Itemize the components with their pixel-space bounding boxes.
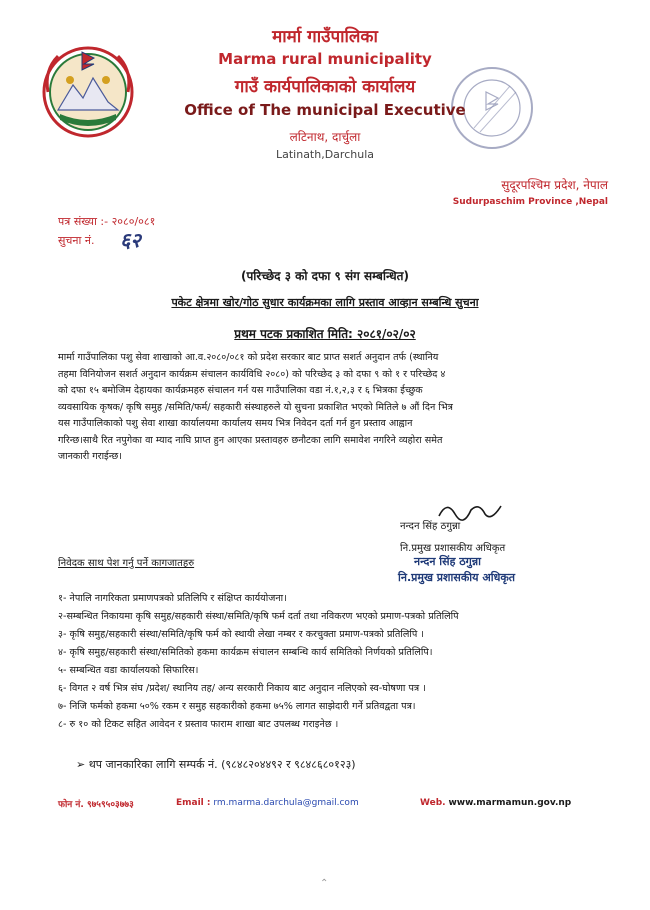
section-reference-title: (परिच्छेद ३ को दफा ९ संग सम्बन्धित) [241, 269, 409, 283]
list-item: ४- कृषि समुह/सहकारी संस्था/समितिको हकमा कार्यक्रम संचालन सम्बन्धि कार्य समितिको निर्णयको प्रतिलिपि। [58, 647, 433, 658]
list-item: २-सम्बन्धित निकायमा कृषि समुह/सहकारी संस्था/समिति/कृषि फर्म दर्ता तथा नविकरण भएको प्रमाण-पत्रको प्रतिलिपि [58, 611, 459, 622]
stamp-title: नि.प्रमुख प्रशासकीय अधिकृत [398, 571, 516, 584]
notice-body [58, 350, 588, 466]
list-item: १- नेपालि नागरिकता प्रमाणपत्रको प्रतिलिपि र संक्षिप्त कार्ययोजना। [58, 593, 287, 604]
signatory-name: नन्दन सिंह ठगुन्ना [400, 521, 461, 532]
footer-phone: फोन नं. ९७५९५०३७७३ [58, 800, 134, 810]
notice-number: ६२ [120, 228, 141, 252]
web-label: Web. [420, 798, 446, 808]
body-line: यस गाउँपालिकाको पशु सेवा शाखा कार्यालयमा कार्यालय समय भित्र निवेदन दर्ता गर्न हुन प्रस्ताव आह्वान [58, 418, 413, 429]
contact-line: ➢ थप जानकारिका लागि सम्पर्क नं. (९८४८२०४४९२ र ९८४८६८०१२३) [76, 758, 356, 771]
list-item: ३- कृषि समुह/सहकारी संस्था/समिति/कृषि फर्म को स्थायी लेखा नम्बर र करचुक्ता प्रमाण-पत्रको प्रतिलिपि । [58, 629, 424, 640]
notice-label: सुचना नं. [58, 234, 95, 247]
body-line: तहमा विनियोजन सशर्त अनुदान कार्यक्रम संचालन कार्यविधि २०८०) को परिच्छेद ३ को दफा ९ को १ र परिच्छेद ४ [58, 368, 446, 380]
address-nepali: लटिनाथ, दार्चुला [289, 130, 361, 144]
office-name-nepali: गाउँ कार्यपालिकाको कार्यालय [234, 77, 416, 97]
province-nepali: सुदूरपश्चिम प्रदेश, नेपाल [501, 178, 608, 192]
office-name-english: Office of The municipal Executive [184, 101, 466, 119]
letter-number: पत्र संख्या :- २०८०/०८१ [58, 215, 156, 228]
body-line: जानकारी गराईन्छ। [58, 451, 122, 462]
stamp-name: नन्दन सिंह ठगुन्ना [414, 555, 481, 568]
list-item: ८- रु १० को टिकट सहित आवेदन र प्रस्ताव फाराम शाखा बाट उपलब्ध गराइनेछ । [58, 719, 339, 730]
documents-title: निवेदक साथ पेश गर्नु पर्ने कागजातहरु [58, 558, 195, 569]
email-link[interactable]: rm.marma.darchula@gmail.com [213, 798, 359, 808]
municipality-name-nepali: मार्मा गाउँपालिका [272, 27, 378, 47]
footer-web [420, 798, 571, 808]
signatory-title: नि.प्रमुख प्रशासकीय अधिकृत [400, 543, 506, 554]
notice-subject-title: पकेट क्षेत्रमा खोर/गोठ सुधार कार्यक्रमका लागि प्रस्ताव आव्हान सम्बन्धि सुचना [171, 296, 479, 309]
list-item: ५- सम्बन्धित वडा कार्यालयको सिफारिस। [58, 665, 199, 676]
province-english: Sudurpaschim Province ,Nepal [452, 197, 608, 207]
body-line: मार्मा गाउँपालिका पशु सेवा शाखाको आ.व.२०८०/०८१ को प्रदेश सरकार बाट प्राप्त सशर्त अनुदान तर्फ (स्थानिय [58, 352, 439, 363]
body-line: को दफा १५ बमोजिम देहायका कार्यक्रमहरु संचालन गर्न यस गाउँपालिका वडा नं.१,२,३ र ६ भित्रका ईच्छुक [58, 385, 423, 396]
body-line: गरिन्छ।साथै रित नपुगेका वा म्याद नाघि प्राप्त हुन आएका प्रस्तावहरु छनौटका लागि समावेश नगरिने व्यहोरा समेत [58, 434, 443, 446]
caret-up-icon[interactable]: ⌃ [320, 878, 329, 889]
documents-list [58, 590, 618, 734]
publish-date-title: प्रथम पटक प्रकाशित मिति: २०८१/०२/०२ [234, 327, 416, 341]
web-link[interactable]: www.marmamun.gov.np [448, 798, 572, 808]
footer-email [176, 798, 359, 808]
list-item: ७- निजि फर्मको हकमा ५०% रकम र समुह सहकारीको हकमा ७५% लागत साझेदारी गर्ने प्रतिवद्वता पत्र। [58, 701, 416, 712]
address-english: Latinath,Darchula [275, 148, 374, 161]
email-label: Email : [176, 798, 211, 808]
list-item: ६- विगत २ वर्ष भित्र संघ /प्रदेश/ स्थानिय तह/ अन्य सरकारी निकाय बाट अनुदान नलिएको स्व-घोषणा पत्र । [58, 683, 426, 694]
body-line: व्यवसायिक कृषक/ कृषि समुह /समिति/फर्म/ सहकारी संस्थाहरुले यो सुचना प्रकाशित भएको मितिले ७ औं दिन भित्र [58, 401, 453, 413]
municipality-name-english: Marma rural municipality [218, 50, 432, 68]
